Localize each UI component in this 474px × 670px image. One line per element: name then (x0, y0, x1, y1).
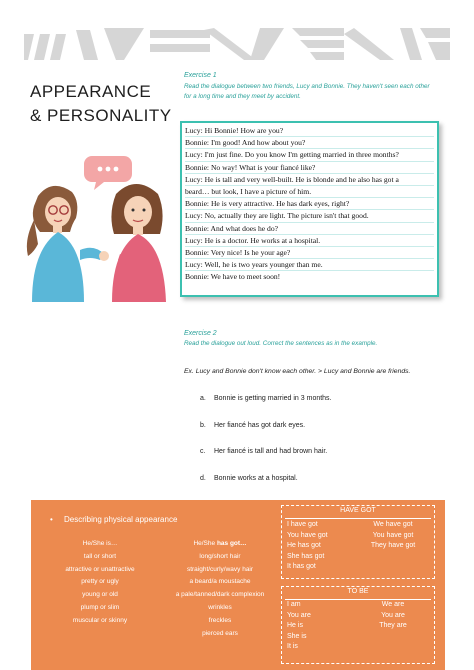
conjugation-item: I am (287, 601, 301, 608)
dialogue-line: Bonnie: No way! What is your fiancé like? (185, 162, 434, 174)
sentence-label: a. (200, 395, 206, 402)
dialogue-line: Lucy: Well, he is two years younger than me. (185, 259, 434, 271)
exercise2-sentence-b (200, 422, 305, 429)
dialogue-line: Bonnie: We have to meet soon! (185, 272, 281, 282)
dialogue-line: Lucy: He is a doctor. He works at a hospital. (185, 235, 434, 247)
sentence-text: Her fiancé is tall and had brown hair. (214, 448, 328, 455)
vocab-item: a beard/a moustache (189, 578, 251, 586)
dialogue-line: beard… but look, I have a picture of him. (185, 186, 434, 198)
vocab-item: a pale/tanned/dark complexion (175, 591, 265, 599)
conjugation-item: She is (287, 632, 307, 640)
two-girls-illustration (20, 150, 180, 302)
vocab-item: muscular or skinny (72, 616, 128, 624)
sentence-text: Bonnie works at a hospital. (214, 475, 298, 482)
conjugation-item: He has got (287, 542, 321, 550)
conjugation-item: It is (287, 643, 298, 651)
sentence-label: d. (200, 475, 206, 482)
sentence-label: c. (200, 448, 206, 455)
exercise2-sentence-a (200, 395, 332, 402)
vocabulary-title-text: Describing physical appearance (64, 515, 178, 524)
vocab-head-emphasis: has got… (216, 540, 247, 547)
dialogue-box (180, 121, 439, 297)
conjugation-item: They are (379, 622, 407, 630)
to-be-plural (362, 600, 424, 632)
have-got-title: HAVE GOT (340, 507, 376, 514)
conjugation-item: You are (287, 611, 311, 619)
vocab-item: He/She is… (82, 540, 118, 547)
left-girl-figure (27, 186, 109, 302)
exercise1-instruction (184, 82, 446, 101)
page-title-line2: & PERSONALITY (30, 106, 172, 125)
vocab-head-prefix: He/She (193, 540, 217, 547)
vocab-item: tall or short (83, 552, 117, 560)
vocab-item: attractive or unattractive (65, 565, 135, 573)
have-got-plural (362, 520, 424, 552)
conjugation-item: You have got (372, 531, 414, 539)
dialogue-line: Bonnie: Very nice! Is he your age? (185, 247, 434, 259)
vocab-item: pierced ears (202, 629, 238, 637)
exercise1-heading: Exercise 1 (184, 72, 217, 79)
vocab-item: young or old (82, 591, 118, 599)
vocab-column-is (34, 538, 166, 628)
page-title (30, 80, 170, 128)
conjugation-item: They have got (370, 542, 416, 550)
sentence-label: b. (200, 422, 206, 429)
dialogue-line: Lucy: I'm just fine. Do you know I'm getting married in three months? (185, 149, 434, 161)
exercise2-sentence-c (200, 448, 327, 455)
to-be-title: TO BE (347, 588, 369, 595)
dialogue-line: Bonnie: And what does he do? (185, 223, 434, 235)
vocab-item: pretty or ugly (81, 578, 119, 586)
sentence-text: Her fiancé has got dark eyes. (214, 422, 306, 429)
to-be-singular (287, 600, 311, 653)
conjugation-item: I have got (287, 521, 318, 528)
dialogue-line: Lucy: Hi Bonnie! How are you? (185, 125, 434, 137)
vocab-item: freckles (208, 616, 232, 624)
dialogue-line: Bonnie: He is very attractive. He has dark eyes, right? (185, 198, 434, 210)
page-title-line1: APPEARANCE (30, 82, 152, 101)
have-got-singular (287, 520, 328, 573)
exercise2-heading: Exercise 2 (184, 330, 217, 337)
right-girl-figure (111, 184, 166, 302)
sentence-text: Bonnie is getting married in 3 months. (214, 395, 332, 402)
exercise2-example: Ex. Lucy and Bonnie don't know each other. > Lucy and Bonnie are friends. (184, 368, 411, 375)
vocab-item: straight/curly/wavy hair (186, 565, 254, 573)
vocab-item: wrinkles (208, 603, 232, 611)
conjugation-item: She has got (287, 552, 325, 560)
exercise1-instruction-line1: Read the dialogue between two friends, Lucy and Bonnie. They haven't seen each other (184, 83, 430, 90)
vocab-column-head (152, 538, 288, 551)
dialogue-line: Bonnie: I'm good! And how about you? (185, 137, 434, 149)
exercise2-instruction: Read the dialogue out loud. Correct the sentences as in the example. (184, 340, 378, 347)
conjugation-item: We are (381, 601, 405, 608)
exercise1-instruction-line2: for a long time and they meet by accident. (184, 92, 301, 100)
conjugation-item: You are (381, 611, 405, 619)
vocab-column-has-got (152, 538, 288, 640)
speech-bubble-icon (84, 156, 132, 190)
dialogue-line: Lucy: He is tall and very well-built. He is blonde and he also has got a (185, 174, 434, 186)
conjugation-item: You have got (287, 531, 328, 539)
conjugation-item: We have got (373, 521, 413, 528)
dialogue-line: Lucy: No, actually they are light. The picture isn't that good. (185, 210, 434, 222)
conjugation-item: He is (287, 622, 303, 630)
decorative-banner (24, 24, 450, 64)
vocabulary-title (50, 515, 177, 524)
bullet-icon: • (50, 515, 53, 524)
conjugation-item: It has got (287, 563, 316, 571)
divider (285, 518, 431, 519)
vocab-item: plump or slim (80, 603, 120, 611)
exercise2-sentence-d (200, 475, 298, 482)
vocab-item: long/short hair (199, 552, 241, 560)
